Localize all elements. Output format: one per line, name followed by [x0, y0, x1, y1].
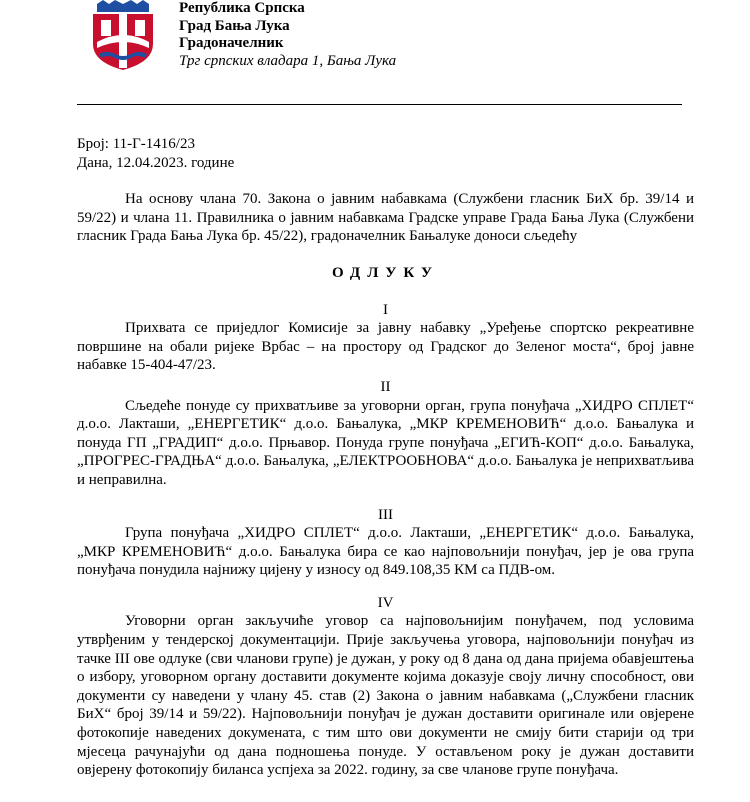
letterhead-republic: Република Српска — [179, 0, 305, 16]
section-text-3: Група понуђача „ХИДРО СПЛЕТ“ д.о.о. Лакташи, „ЕНЕРГЕТИК“ д.о.о. Бањалука, „МКР КРЕМЕНОВИЋ“ д.о.о. Бањалука бира се као најповољнији понуђач, јер је ова група понуђача понудила најнижу цијену у износу од 849.108,35 КМ са ПДВ-ом. — [77, 525, 694, 579]
section-numeral-4: IV — [377, 594, 394, 611]
coat-of-arms-icon — [83, 0, 163, 70]
letterhead — [179, 0, 396, 70]
decision-title: ОДЛУКУ — [331, 264, 439, 281]
document-date: Дана, 12.04.2023. године — [77, 154, 235, 171]
letterhead-city: Град Бања Лука — [179, 17, 290, 34]
document-meta — [77, 135, 694, 172]
document-body — [77, 135, 694, 780]
document-number: Број: 11-Г-1416/23 — [77, 136, 195, 152]
letterhead-mayor: Градоначелник — [179, 35, 284, 51]
section-text-1: Прихвата се приједлог Комисије за јавну набавку „Уређење спортско рекреативне површине на обали ријеке Врбас – на простору од Градског до Зеленог моста“, број јавне набавке 15-404-47/23. — [77, 320, 694, 374]
preamble: На основу члана 70. Закона о јавним набавкама (Службени гласник БиХ бр. 39/14 и 59/22) и члана 11. Правилника о јавним набавкама Градске управе Града Бања Лука (Службени гласник Града Бања Лука бр. 45/22), градоначелник Бањалуке доноси сљедећу — [77, 191, 694, 245]
header-divider — [77, 104, 682, 105]
section-numeral-2: II — [380, 378, 391, 395]
letterhead-address: Трг српских владара 1, Бања Лука — [179, 52, 397, 69]
section-numeral-3: III — [378, 506, 393, 523]
section-numeral-1: I — [383, 301, 388, 318]
section-text-2: Сљедеће понуде су прихватљиве за уговорни орган, група понуђача „ХИДРО СПЛЕТ“ д.о.о. Лакташи, „ЕНЕРГЕТИК“ д.о.о. Бањалука, „МКР КРЕМЕНОВИЋ“ д.о.о. Бањалука и понуда ГП „ГРАДИП“ д.о.о. Прњавор. Понуда групе понуђача „ЕГИЋ-КОП“ д.о.о. Бањалука, „ПРОГРЕС-ГРАДЊА“ д.о.о. Бањалука, „ЕЛЕКТРООБНОВА“ д.о.о. Бањалука је неприхватљива и неправилна. — [77, 397, 694, 488]
section-text-4: Уговорни орган закључиће уговор са најповољнијим понуђачем, под условима утврђеним у тендерској документацији. Прије закључења уговора, најповољнији понуђач из тачке III ове одлуке (сви чланови групе) је дужан, у року од 8 дана од дана пријема обавјештења о избору, уговорном органу доставити документе којима доказује своју личну способност, ови документи су наведени у члану 45. став (2) Закона о јавним набавкама („Службени гласник БиХ“ број 39/14 и 59/22). Најповољнији понуђач је дужан доставити оригинале или овјерене фотокопије наведених докумената, с тим што ови документи не смију бити старији од три мјесеца рачунајући од дана подношења понуде. У остављеном року је дужан доставити овјерену фотокопију биланса успјеха за 2022. годину, за све чланове групе понуђача. — [77, 613, 694, 779]
